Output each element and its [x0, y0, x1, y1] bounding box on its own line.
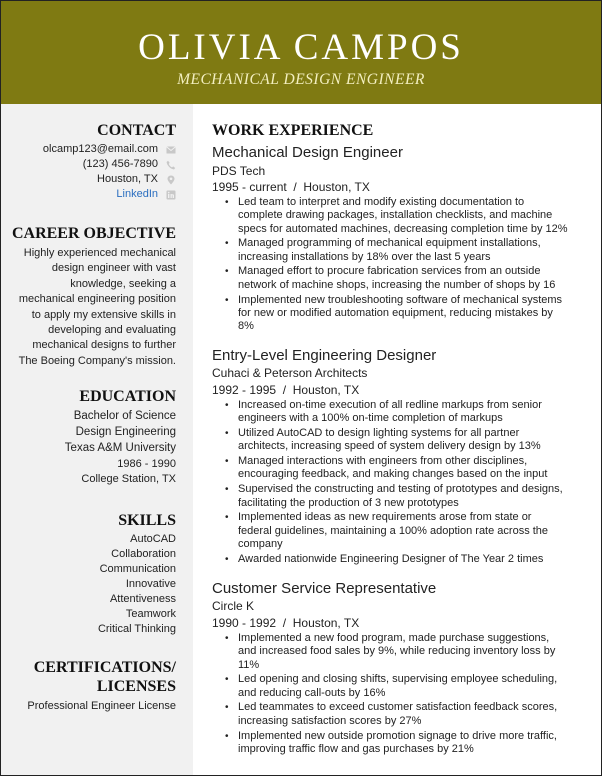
- job-bullets: [223, 399, 568, 568]
- work-experience-heading: WORK EXPERIENCE: [212, 122, 374, 139]
- list-item: • Utilized AutoCAD to design lighting systems for all partner architects, increasing speed of system delivery design by 13%: [223, 427, 568, 454]
- certifications-heading-line2: LICENSES: [96, 678, 176, 695]
- education-heading: EDUCATION: [79, 388, 176, 405]
- education-major: Design Engineering: [75, 426, 176, 438]
- job-company: PDS Tech: [212, 164, 266, 178]
- resume-header: [1, 1, 601, 104]
- list-item: • Implemented a new food program, made purchase suggestions, and increased food sales by 9%, while reducing inventory loss by 11%: [223, 632, 568, 672]
- candidate-name: OLIVIA CAMPOS: [138, 27, 464, 68]
- skill-item: Communication: [99, 563, 176, 575]
- list-item: • Managed effort to procure fabrication services from an outside network of machine shops, increasing the number of shops by 16: [223, 265, 568, 292]
- linkedin-icon[interactable]: [166, 190, 176, 200]
- job-company: Cuhaci & Peterson Architects: [212, 366, 368, 380]
- job-title: Customer Service Representative: [212, 580, 437, 597]
- education-location: College Station, TX: [81, 473, 176, 485]
- skill-item: Critical Thinking: [97, 623, 176, 635]
- candidate-title: MECHANICAL DESIGN ENGINEER: [177, 71, 425, 88]
- certifications-heading-line1: CERTIFICATIONS/: [33, 659, 176, 676]
- map-pin-icon: [166, 175, 176, 185]
- skills-heading: SKILLS: [118, 512, 176, 529]
- location-text: Houston, TX: [97, 173, 158, 185]
- job-dates-location: 1990 - 1992 / Houston, TX: [212, 616, 360, 630]
- skill-item: Attentiveness: [109, 593, 176, 605]
- envelope-icon: [166, 145, 176, 155]
- job-bullets: [223, 632, 568, 758]
- objective-text: Highly experienced mechanical design engineer with vast knowledge, seeking a mechanical engineering position to apply my extensive skills in developing and evaluating mechanical designs to further The Boeing Company's mission.: [18, 247, 176, 367]
- list-item: • Led team to interpret and modify existing documentation to complete drawing packages, installation checklists, and machine specs for automated machines, decreasing completion time by 12%: [223, 196, 568, 236]
- contact-linkedin[interactable]: [116, 187, 176, 202]
- list-item: • Implemented new troubleshooting software of mechanical systems for new or modified automation equipment, reducing mistakes by 8%: [223, 294, 568, 334]
- list-item: • Awarded nationwide Engineering Designer of The Year 2 times: [223, 553, 568, 566]
- contact-phone: [83, 157, 176, 172]
- education-degree: Bachelor of Science: [73, 410, 176, 422]
- skill-item: Collaboration: [111, 548, 176, 560]
- skill-item: Innovative: [125, 578, 176, 590]
- phone-icon: [166, 160, 176, 170]
- list-item: • Led opening and closing shifts, supervising employee scheduling, and reducing call-outs by 16%: [223, 673, 568, 700]
- job-dates-location: 1992 - 1995 / Houston, TX: [212, 383, 360, 397]
- linkedin-link[interactable]: LinkedIn: [116, 188, 158, 200]
- job-dates-location: 1995 - current / Houston, TX: [212, 180, 370, 194]
- email-text: olcamp123@email.com: [42, 143, 158, 155]
- education-years: 1986 - 1990: [117, 458, 176, 470]
- education-school: Texas A&M University: [64, 442, 176, 454]
- list-item: • Implemented new outside promotion signage to drive more traffic, improving traffic flow and gas purchases by 21%: [223, 730, 568, 757]
- phone-text: (123) 456-7890: [82, 158, 158, 170]
- contact-email: [43, 142, 176, 157]
- job-title: Mechanical Design Engineer: [212, 144, 403, 161]
- objective-heading: CAREER OBJECTIVE: [11, 225, 176, 242]
- list-item: • Managed programming of mechanical equipment installations, increasing installations by 18% over the last 5 years: [223, 237, 568, 264]
- list-item: • Managed interactions with engineers from other disciplines, encouraging feedback, and making changes based on the input: [223, 455, 568, 482]
- sidebar: [1, 104, 193, 775]
- job-title: Entry-Level Engineering Designer: [212, 347, 437, 364]
- job-bullets: [223, 196, 568, 335]
- skill-item: AutoCAD: [130, 533, 176, 545]
- skill-item: Teamwork: [125, 608, 176, 620]
- job-company: Circle K: [212, 599, 255, 613]
- contact-heading: CONTACT: [97, 122, 176, 139]
- list-item: • Led teammates to exceed customer satisfaction feedback scores, increasing satisfaction scores by 27%: [223, 701, 568, 728]
- certification-item: Professional Engineer License: [27, 700, 176, 712]
- list-item: • Implemented ideas as new requirements arose from state or federal guidelines, maintaining a 100% adoption rate across the company: [223, 511, 568, 551]
- list-item: • Supervised the constructing and testing of prototypes and designs, facilitating the production of 3 new prototypes: [223, 483, 568, 510]
- contact-location: [97, 172, 176, 187]
- list-item: • Increased on-time execution of all redline markups from senior engineers with a 100% on-time completion of markups: [223, 399, 568, 426]
